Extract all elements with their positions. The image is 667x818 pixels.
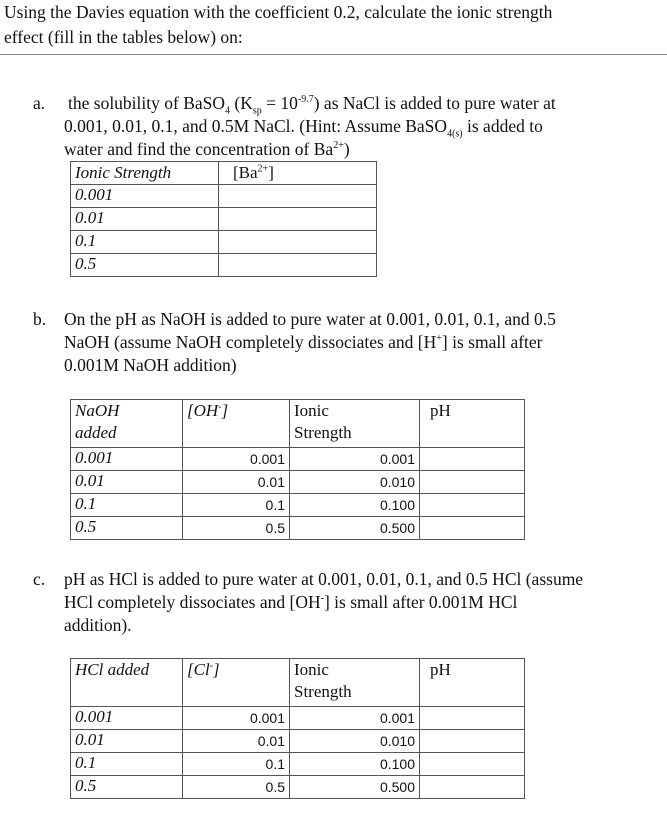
table-a-cell-ionic: 0.01 (71, 208, 219, 231)
table-a (70, 161, 377, 277)
table-b-cell-oh: 0.01 (183, 471, 290, 494)
table-b-cell-added: 0.1 (71, 494, 183, 517)
table-c-cell-ph[interactable] (420, 707, 525, 730)
question-b-label: b. (33, 309, 47, 329)
table-b-header-added: NaOH added (71, 400, 183, 448)
table-a-header-ba: $[Ba^{2+}]$ (219, 162, 377, 185)
table-a-cell-ba[interactable] (219, 208, 377, 231)
table-c-header-ph: pH (420, 659, 525, 707)
question-b-line-3: 0.001M NaOH addition) (64, 355, 237, 375)
table-b (70, 399, 525, 540)
question-a-line-2: 0.001, 0.01, 0.1, and 0.5M NaCl. (Hint: Assume BaSO$_{4(s)}$ is added to (64, 116, 543, 140)
table-b-header-ph: pH (420, 400, 525, 448)
table-a-cell-ba[interactable] (219, 254, 377, 277)
table-c-header-added: HCl added (71, 659, 183, 707)
table-a-header-ionic-strength: Ionic Strength (71, 162, 219, 185)
table-c-cell-added: 0.01 (71, 730, 183, 753)
intro-line-1: Using the Davies equation with the coefficient 0.2, calculate the ionic strength (4, 2, 553, 22)
table-a-cell-ionic: 0.5 (71, 254, 219, 277)
table-b-cell-ionic: 0.010 (290, 471, 420, 494)
table-b-cell-ionic: 0.001 (290, 448, 420, 471)
question-c-line-2: HCl completely dissociates and [OH-] is small after 0.001M HCl (64, 592, 518, 612)
table-c-cell-cl: 0.5 (183, 776, 290, 799)
question-c-line-3: addition). (64, 615, 132, 635)
table-b-cell-oh: 0.5 (183, 517, 290, 540)
table-c-cell-cl: 0.1 (183, 753, 290, 776)
table-b-cell-ph[interactable] (420, 448, 525, 471)
question-a-line-1: the solubility of BaSO$_4$ $(K_{sp} = 10^{-9.7})$ as NaCl is added to pure water at (68, 93, 556, 117)
table-c-cell-ionic: 0.010 (290, 730, 420, 753)
question-c-label: c. (33, 569, 46, 589)
intro-paragraph (4, 0, 664, 50)
question-c-line-1: pH as HCl is added to pure water at 0.001, 0.01, 0.1, and 0.5 HCl (assume (64, 569, 584, 589)
table-c (70, 658, 525, 799)
table-b-cell-oh: 0.001 (183, 448, 290, 471)
table-c-cell-ionic: 0.100 (290, 753, 420, 776)
table-c-cell-added: 0.1 (71, 753, 183, 776)
table-b-cell-oh: 0.1 (183, 494, 290, 517)
table-a-cell-ionic: 0.001 (71, 185, 219, 208)
question-b-line-2: NaOH (assume NaOH completely dissociates and [H+] is small after (64, 332, 543, 352)
table-b-cell-ionic: 0.500 (290, 517, 420, 540)
question-a-label: a. (33, 93, 46, 113)
table-c-cell-cl: 0.01 (183, 730, 290, 753)
table-c-cell-ionic: 0.500 (290, 776, 420, 799)
table-b-cell-added: 0.01 (71, 471, 183, 494)
table-b-cell-ph[interactable] (420, 494, 525, 517)
table-c-cell-cl: 0.001 (183, 707, 290, 730)
table-b-header-ionic-strength: Ionic Strength (290, 400, 420, 448)
intro-line-2: effect (fill in the tables below) on: (4, 27, 243, 47)
table-a-cell-ionic: 0.1 (71, 231, 219, 254)
table-b-cell-added: 0.5 (71, 517, 183, 540)
table-c-header-ionic-strength: Ionic Strength (290, 659, 420, 707)
divider (0, 54, 667, 55)
table-c-cell-ph[interactable] (420, 730, 525, 753)
table-c-cell-added: 0.001 (71, 707, 183, 730)
table-c-cell-ph[interactable] (420, 776, 525, 799)
question-a-line-3: water and find the concentration of $Ba^{2+}$) (64, 139, 350, 159)
table-b-cell-ph[interactable] (420, 517, 525, 540)
table-c-header-cl: [Cl-] (183, 659, 290, 707)
table-a-cell-ba[interactable] (219, 231, 377, 254)
table-b-cell-ph[interactable] (420, 471, 525, 494)
table-c-cell-ionic: 0.001 (290, 707, 420, 730)
table-c-cell-added: 0.5 (71, 776, 183, 799)
table-b-header-oh: [OH-] (183, 400, 290, 448)
table-b-cell-added: 0.001 (71, 448, 183, 471)
table-c-cell-ph[interactable] (420, 753, 525, 776)
question-b-line-1: On the pH as NaOH is added to pure water at 0.001, 0.01, 0.1, and 0.5 (64, 309, 556, 329)
table-a-cell-ba[interactable] (219, 185, 377, 208)
table-b-cell-ionic: 0.100 (290, 494, 420, 517)
